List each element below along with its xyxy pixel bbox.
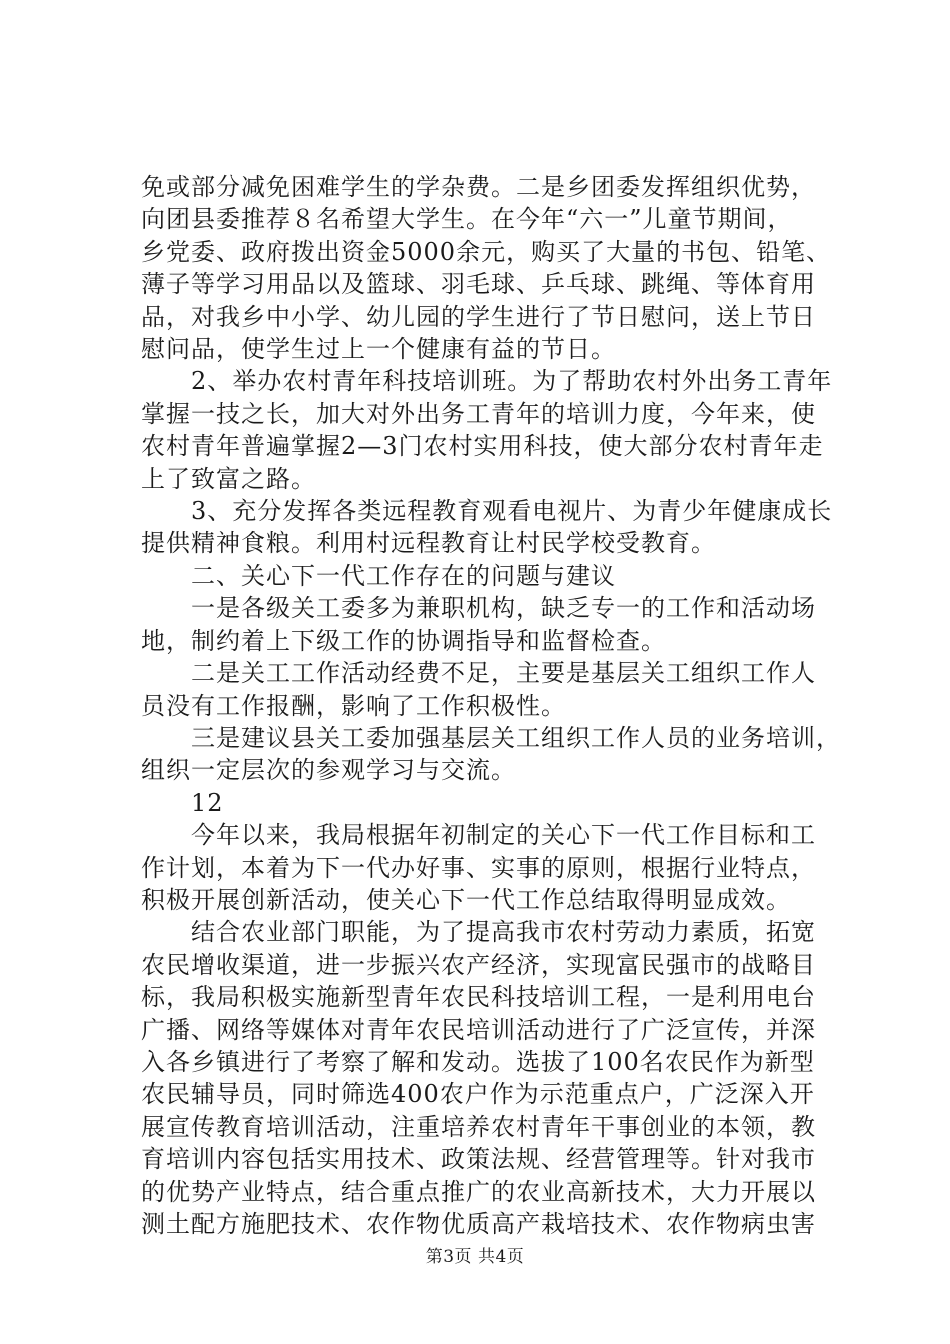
paragraph-7: 三是建议县关工委加强基层关工组织工作人员的业务培训， 组织一定层次的参观学习与交流。: [141, 723, 841, 785]
paragraph-2: 2、举办农村青年科技培训班。为了帮助农村外出务工青年 掌握一技之长，加大对外出务工青年的培训力度，今年来，使 农村青年普遍掌握2—3门农村实用科技，使大部分农村青年走 上了致富之路。: [141, 367, 833, 493]
paragraph-8: 12: [141, 788, 224, 817]
paragraph-1: 免或部分减免困难学生的学杂费。二是乡团委发挥组织优势， 向团县委推荐８名希望大学生。在今年“六一”儿童节期间， 乡党委、政府拨出资金5000余元，购买了大量的书包、铅笔、 薄子等学习用品以及篮球、羽毛球、乒乓球、跳绳、等体育用 品，对我乡中小学、幼儿园的学生进行了节日慰问，送上节日 慰问品，使学生过上一个健康有益的节日。: [141, 173, 832, 364]
paragraph-6: 二是关工工作活动经费不足，主要是基层关工组织工作人 员没有工作报酬，影响了工作积极性。: [141, 659, 816, 720]
paragraph-3: 3、充分发挥各类远程教育观看电视片、为青少年健康成长 提供精神食粮。利用村远程教育让村民学校受教育。: [141, 497, 833, 558]
paragraph-5: 一是各级关工委多为兼职机构，缺乏专一的工作和活动场 地，制约着上下级工作的协调指导和监督检查。: [141, 594, 816, 655]
body-text: [141, 171, 841, 1240]
page-footer: 第3页 共4页: [425, 1247, 525, 1267]
paragraph-9: 今年以来，我局根据年初制定的关心下一代工作目标和工 作计划，本着为下一代办好事、实事的原则，根据行业特点， 积极开展创新活动，使关心下一代工作总结取得明显成效。: [141, 821, 816, 914]
section-heading: 二、关心下一代工作存在的问题与建议: [141, 561, 616, 590]
paragraph-10: 结合农业部门职能，为了提高我市农村劳动力素质，拓宽 农民增收渠道，进一步振兴农产经济，实现富民强市的战略目 标，我局积极实施新型青年农民科技培训工程，一是利用电台 广播、网络等媒体对青年农民培训活动进行了广泛宣传，并深 入各乡镇进行了考察了解和发动。选拔了100名农民作为新型 农民辅导员，同时筛选400农户作为示范重点户，广泛深入开 展宣传教育培训活动，注重培养农村青年干事创业的本领，教 育培训内容包括实用技术、政策法规、经营管理等。针对我市 的优势产业特点，结合重点推广的农业高新技术，大力开展以 测土配方施肥技术、农作物优质高产栽培技术、农作物病虫害: [141, 918, 816, 1238]
